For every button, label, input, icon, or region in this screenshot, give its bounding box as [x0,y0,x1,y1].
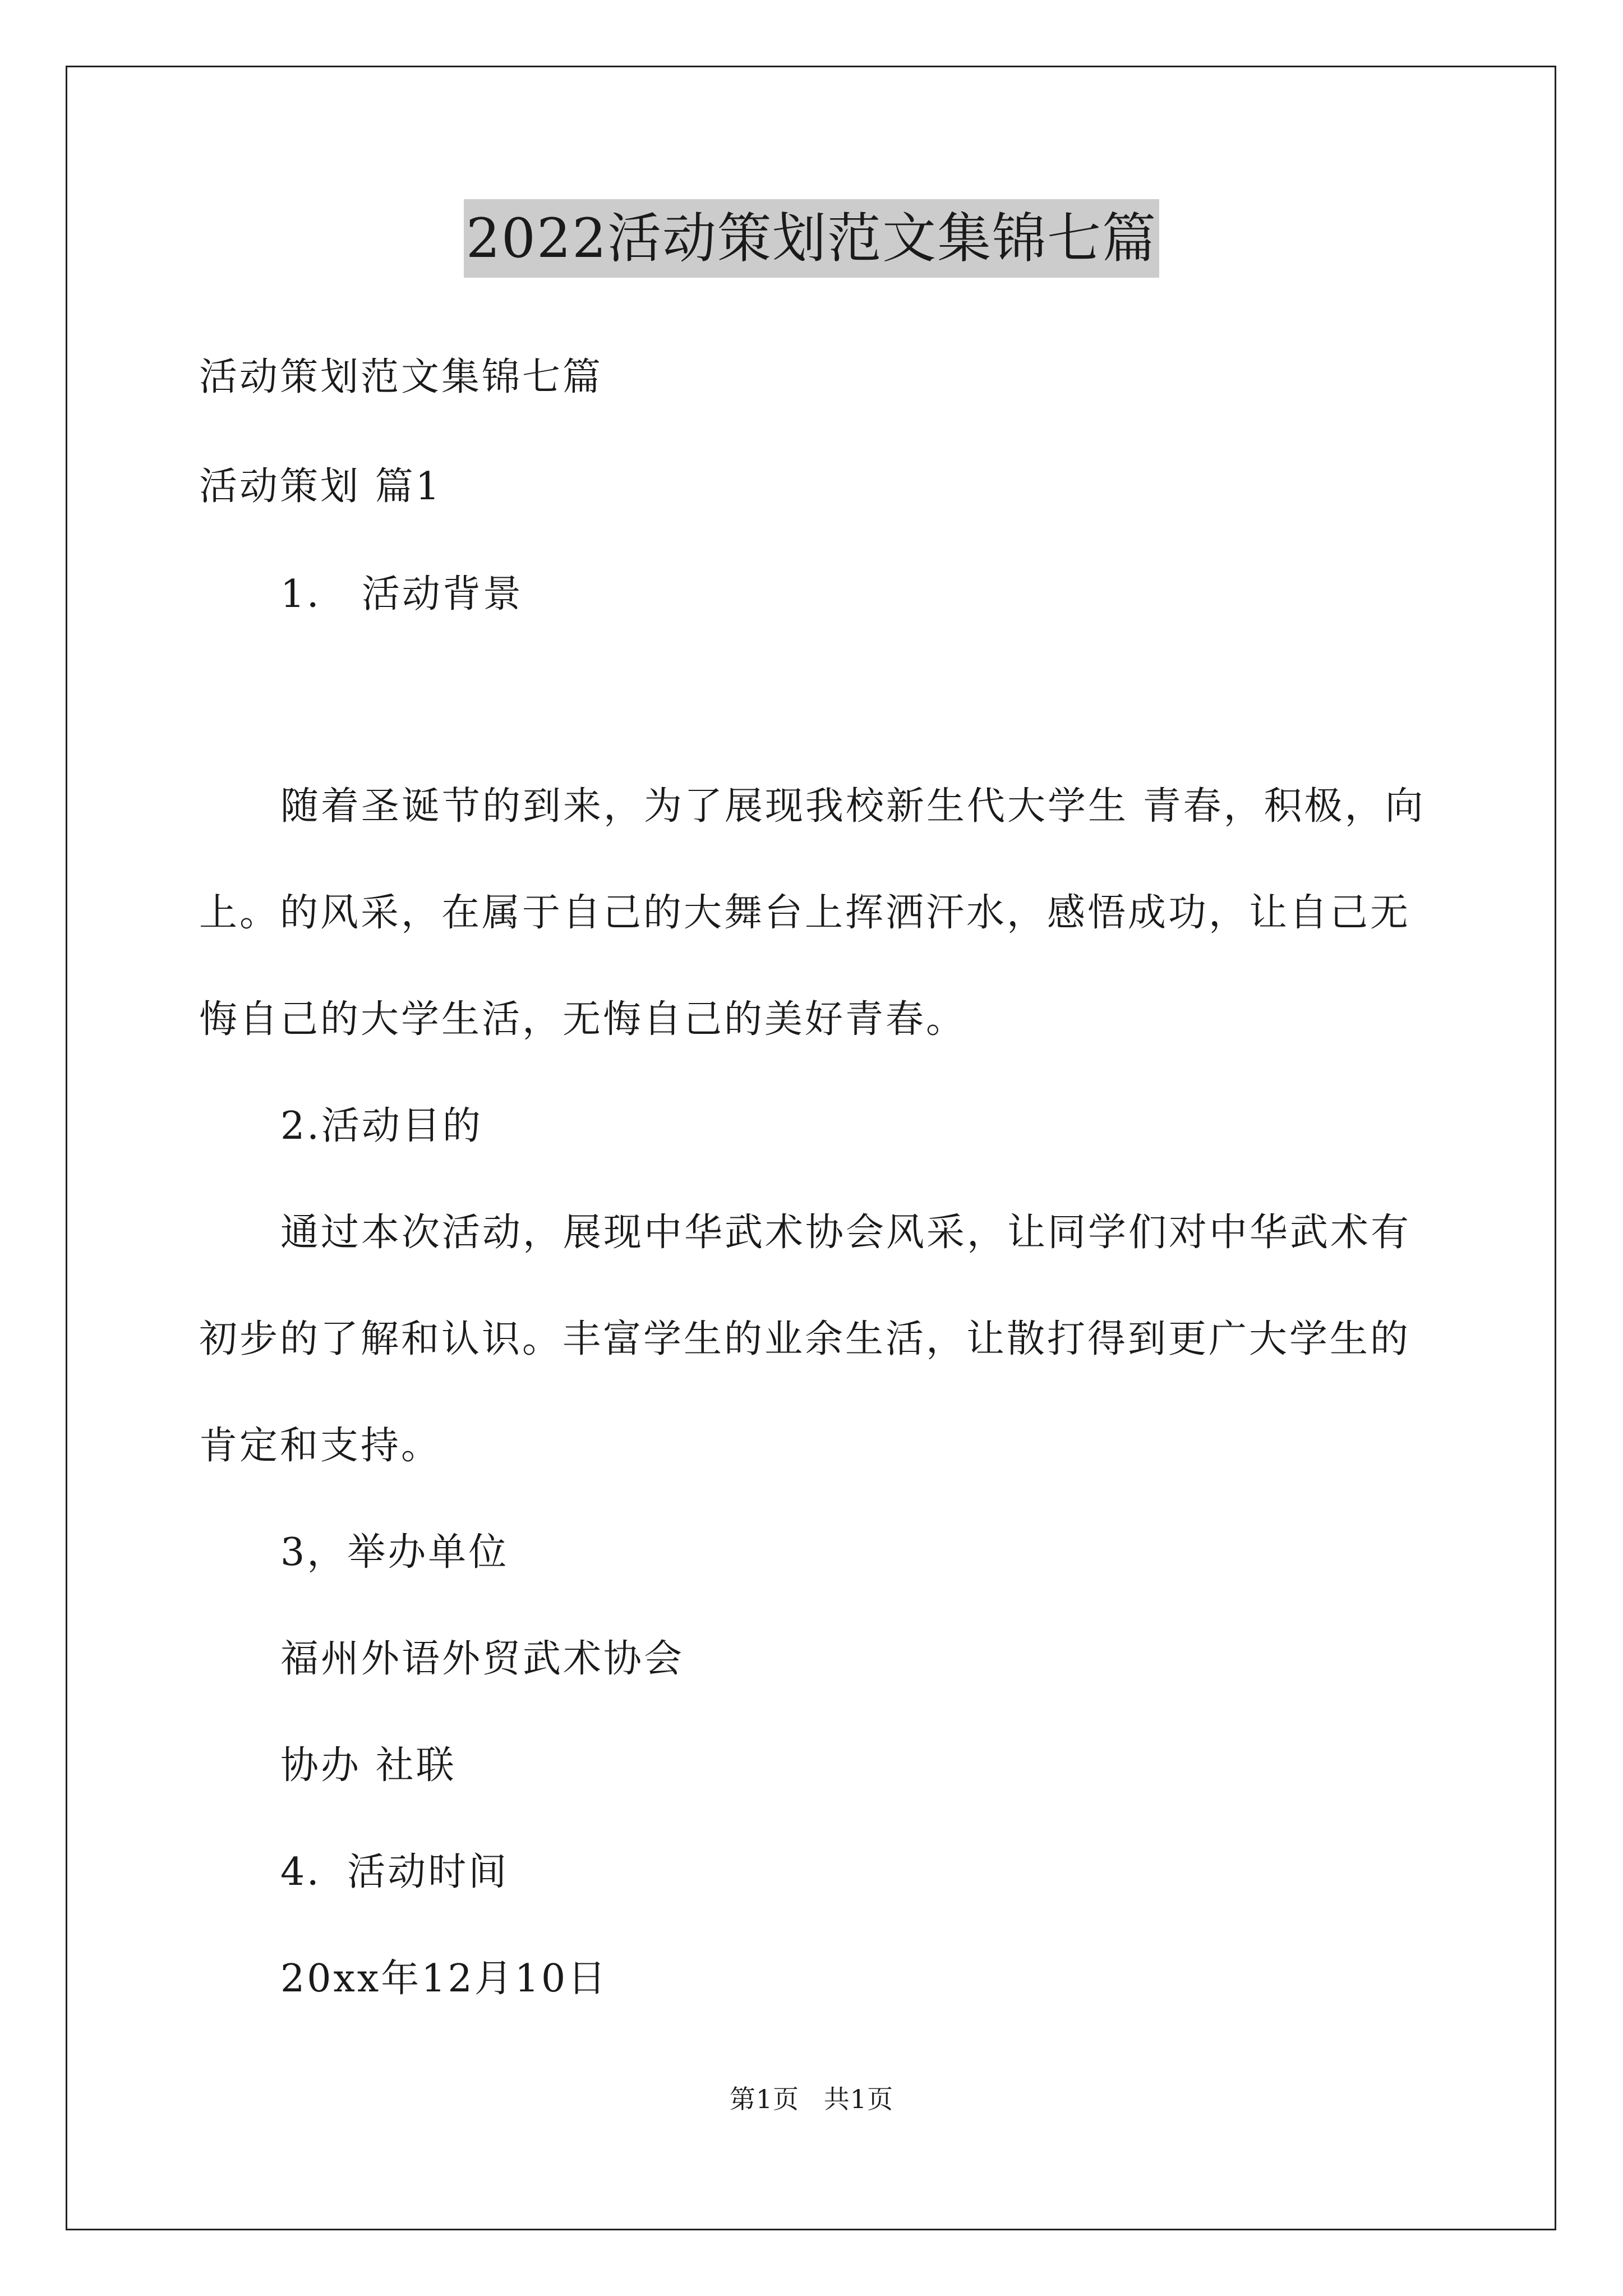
paragraph-line: 初步的了解和认识。丰富学生的业余生活，让散打得到更广大学生的 [199,1317,1411,1361]
item-heading-purpose: 2.活动目的 [280,1104,483,1148]
paragraph-line: 悔自己的大学生活，无悔自己的美好青春。 [199,997,967,1042]
paragraph-line: 上。的风采，在属于自己的大舞台上挥洒汗水，感悟成功，让自己无 [199,891,1411,935]
paragraph-line: 通过本次活动，展现中华武术协会风采，让同学们对中华武术有 [280,1211,1412,1255]
paragraph-line: 肯定和支持。 [199,1424,442,1468]
organizer-name: 福州外语外贸武术协会 [280,1637,685,1681]
item-heading-background: 1． 活动背景 [280,572,523,616]
event-date: 20xx年12月10日 [280,1957,608,2001]
paragraph-line: 随着圣诞节的到来，为了展现我校新生代大学生 青春，积极，向 [280,784,1426,829]
item-heading-organizer: 3，举办单位 [280,1530,509,1575]
item-heading-time: 4．活动时间 [280,1850,509,1894]
co-organizer: 协办 社联 [280,1743,457,1788]
page-number: 第1页 [729,2084,800,2114]
document-title: 2022活动策划范文集锦七篇 [464,199,1159,278]
subtitle: 活动策划范文集锦七篇 [199,355,603,399]
section-heading: 活动策划 篇1 [199,464,442,509]
title-container [0,199,1623,278]
page-total: 共1页 [823,2084,894,2114]
page-footer [0,2082,1623,2116]
